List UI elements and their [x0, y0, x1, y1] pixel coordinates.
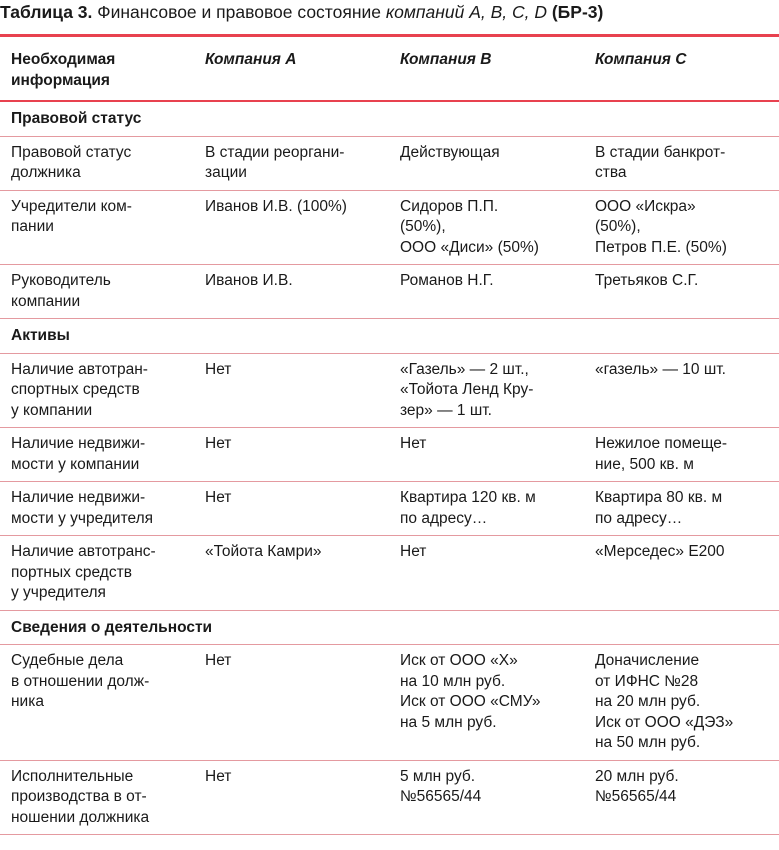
cell-line: ника	[11, 693, 44, 710]
caption-text: Финансовое и правовое состояние	[97, 2, 381, 22]
section-title: Активы	[0, 319, 779, 354]
table-cell	[194, 760, 389, 835]
cell-line: на 50 млн руб.	[595, 734, 701, 751]
caption-italic: компаний A, B, C, D	[385, 2, 547, 22]
cell-line: спортных средств	[11, 381, 140, 398]
table-body	[0, 101, 779, 835]
table-cell	[194, 136, 389, 190]
cell-line: Петров П.Е. (50%)	[595, 238, 727, 256]
table-row	[0, 353, 779, 428]
cell-line: Наличие недвижи-	[11, 489, 146, 506]
table-cell	[389, 482, 584, 536]
row-label-cell	[0, 265, 194, 319]
table-cell	[584, 482, 779, 536]
cell-line: В стадии реоргани-	[205, 143, 345, 161]
table-row	[0, 428, 779, 482]
cell-line: зации	[205, 164, 247, 181]
cell-line: В стадии банкрот-	[595, 143, 726, 161]
cell-line: №56565/44	[595, 788, 677, 805]
cell-line: Нет	[205, 489, 232, 506]
table-cell	[194, 536, 389, 611]
table-cell	[584, 265, 779, 319]
cell-line: Сидоров П.П.	[400, 197, 499, 215]
cell-line: Иск от ООО «X»	[400, 652, 518, 669]
row-label-cell	[0, 760, 194, 835]
cell-line: «Мерседес» E200	[595, 543, 725, 560]
cell-line: 20 млн руб.	[595, 767, 679, 785]
cell-line: ООО «Искра»	[595, 197, 696, 215]
cell-line: зер» — 1 шт.	[400, 401, 492, 419]
row-label-cell	[0, 645, 194, 761]
header-row	[0, 37, 779, 101]
cell-line: «Газель» — 2 шт.,	[400, 360, 529, 378]
cell-line: Иск от ООО «ДЭЗ»	[595, 713, 734, 731]
table-cell	[389, 428, 584, 482]
cell-line: Иск от ООО «СМУ»	[400, 693, 541, 710]
table-row	[0, 482, 779, 536]
cell-line: Квартира 120 кв. м	[400, 489, 536, 506]
cell-line: Нет	[400, 435, 427, 452]
section-row	[0, 610, 779, 645]
cell-line: Наличие автотран-	[11, 360, 148, 378]
cell-line: ООО «Диси» (50%)	[400, 238, 539, 256]
cell-line: Компания C	[595, 51, 687, 68]
cell-line: Наличие автотранс-	[11, 543, 156, 560]
table-cell	[389, 760, 584, 835]
cell-line: ношении должника	[11, 808, 150, 826]
column-header-company-a	[194, 37, 389, 101]
table-cell	[194, 265, 389, 319]
cell-line: мости у компании	[11, 455, 140, 473]
row-label-cell	[0, 190, 194, 265]
cell-line: Учредители ком-	[11, 197, 132, 215]
table-row	[0, 265, 779, 319]
table-cell	[389, 265, 584, 319]
cell-line: «газель» — 10 шт.	[595, 360, 726, 378]
cell-line: в отношении долж-	[11, 672, 150, 690]
table-cell	[389, 136, 584, 190]
column-header-company-c	[584, 37, 779, 101]
cell-line: Третьяков С.Г.	[595, 272, 699, 289]
cell-line: должника	[11, 164, 81, 181]
table-cell	[194, 353, 389, 428]
cell-line: мости у учредителя	[11, 509, 154, 527]
caption-label: Таблица 3.	[0, 2, 93, 22]
cell-line: «Тойота Ленд Кру-	[400, 381, 534, 398]
row-label-cell	[0, 428, 194, 482]
cell-line: от ИФНС №28	[595, 672, 699, 690]
cell-line: Правовой статус	[11, 143, 132, 161]
table-cell	[389, 353, 584, 428]
table-cell	[389, 645, 584, 761]
cell-line: Наличие недвижи-	[11, 435, 146, 452]
table-cell	[584, 353, 779, 428]
row-label-cell	[0, 536, 194, 611]
column-header-company-b	[389, 37, 584, 101]
table-cell	[584, 428, 779, 482]
cell-line: Нет	[400, 543, 427, 560]
table-cell	[584, 645, 779, 761]
cell-line: Нет	[205, 652, 232, 669]
cell-line: Судебные дела	[11, 652, 124, 669]
table-cell	[584, 760, 779, 835]
cell-line: Руководитель	[11, 272, 111, 289]
table-cell	[194, 482, 389, 536]
cell-line: ства	[595, 164, 627, 181]
cell-line: на 5 млн руб.	[400, 713, 497, 731]
cell-line: Иванов И.В.	[205, 272, 293, 289]
table-cell	[584, 136, 779, 190]
cell-line: у компании	[11, 401, 93, 419]
row-label-cell	[0, 482, 194, 536]
cell-line: Нежилое помеще-	[595, 435, 728, 452]
cell-line: на 20 млн руб.	[595, 693, 701, 710]
table-header	[0, 37, 779, 101]
section-row	[0, 319, 779, 354]
cell-line: (50%),	[400, 218, 446, 235]
cell-line: ние, 500 кв. м	[595, 455, 694, 473]
cell-line: 5 млн руб.	[400, 767, 476, 785]
table-cell	[194, 645, 389, 761]
table-row	[0, 536, 779, 611]
row-label-cell	[0, 136, 194, 190]
cell-line: (50%),	[595, 218, 641, 235]
cell-line: компании	[11, 292, 81, 310]
table-cell	[194, 428, 389, 482]
table-cell	[389, 536, 584, 611]
column-header-info	[0, 37, 194, 101]
table-caption	[0, 0, 603, 30]
cell-line: Исполнительные	[11, 767, 134, 785]
cell-line: «Тойота Камри»	[205, 543, 322, 560]
cell-line: №56565/44	[400, 788, 482, 805]
cell-line: пании	[11, 218, 54, 235]
cell-line: портных средств	[11, 563, 132, 581]
cell-line: по адресу…	[400, 509, 488, 527]
cell-line: производства в от-	[11, 788, 147, 805]
cell-line: Компания A	[205, 51, 297, 68]
cell-line: по адресу…	[595, 509, 683, 527]
table-cell	[389, 190, 584, 265]
table-row	[0, 760, 779, 835]
cell-line: Нет	[205, 435, 232, 452]
table-cell	[194, 190, 389, 265]
section-row	[0, 101, 779, 136]
table-row	[0, 190, 779, 265]
cell-line: Иванов И.В. (100%)	[205, 197, 347, 215]
cell-line: на 10 млн руб.	[400, 672, 506, 690]
table-cell	[584, 536, 779, 611]
cell-line: Нет	[205, 360, 232, 378]
caption-suffix: (БР-3)	[551, 2, 604, 22]
section-title: Сведения о деятельности	[0, 610, 779, 645]
cell-line: Нет	[205, 767, 232, 785]
cell-line: у учредителя	[11, 584, 106, 601]
cell-line: информация	[11, 71, 110, 89]
cell-line: Доначисление	[595, 652, 700, 669]
data-table	[0, 37, 779, 835]
table-cell	[584, 190, 779, 265]
cell-line: Необходимая	[11, 51, 116, 68]
row-label-cell	[0, 353, 194, 428]
cell-line: Квартира 80 кв. м	[595, 489, 723, 506]
cell-line: Компания B	[400, 51, 492, 68]
table-row	[0, 645, 779, 761]
table-row	[0, 136, 779, 190]
cell-line: Романов Н.Г.	[400, 272, 494, 289]
cell-line: Действующая	[400, 143, 500, 161]
section-title: Правовой статус	[0, 101, 779, 136]
